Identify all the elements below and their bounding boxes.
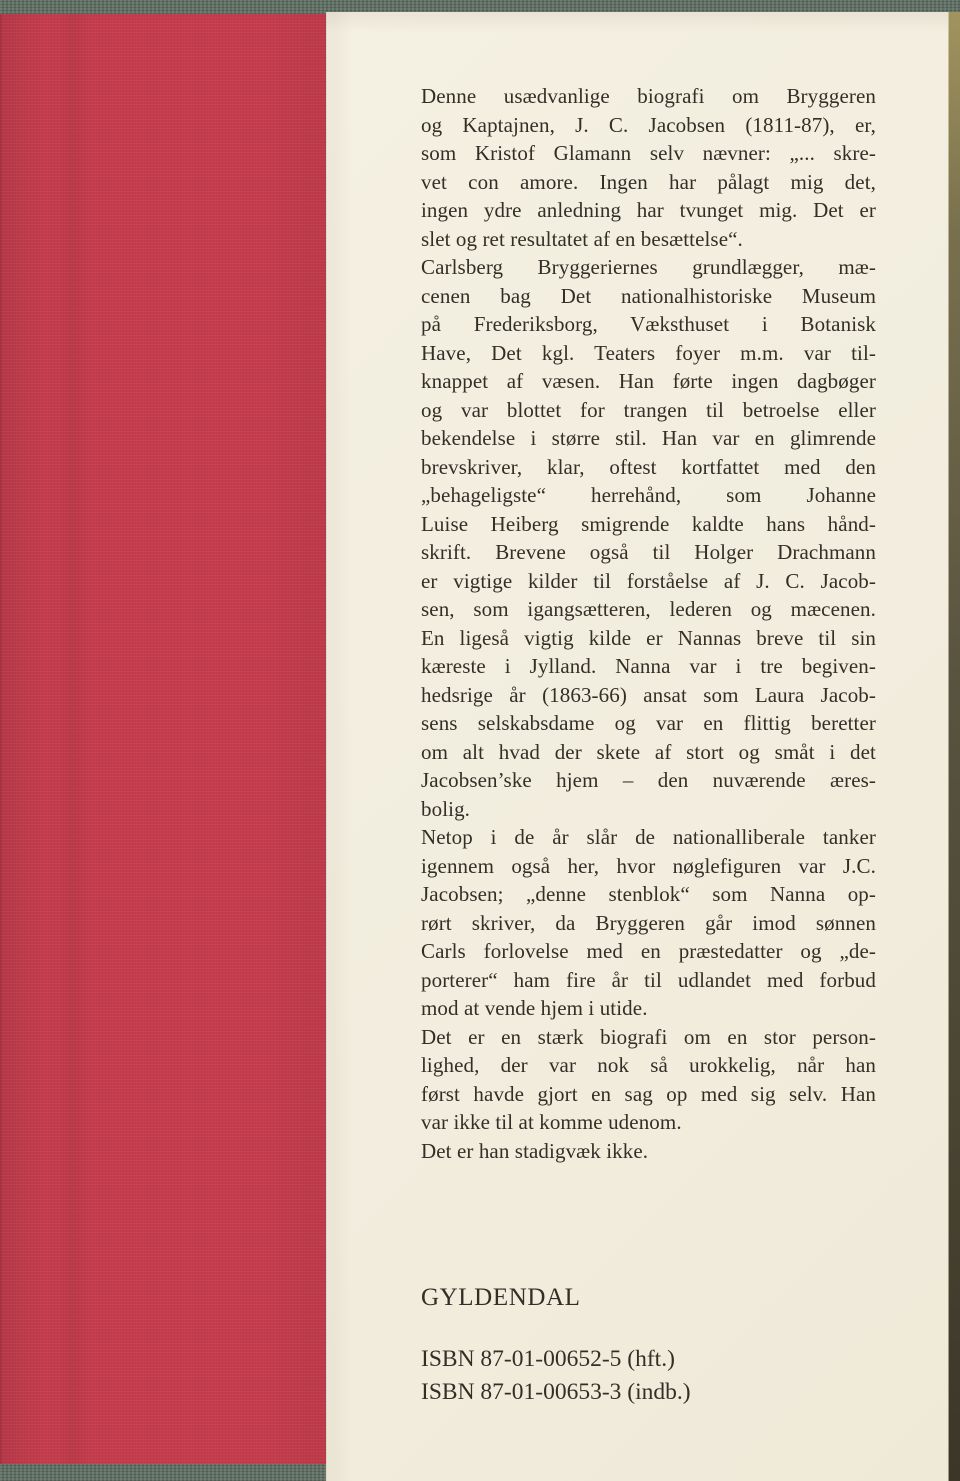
- blurb-line: Have, Det kgl. Teaters foyer m.m. var til-: [421, 340, 876, 365]
- blurb-line: igennem også her, hvor nøglefiguren var J.C.: [421, 853, 876, 878]
- blurb-line: lighed, der var nok så urokkelig, når han: [421, 1053, 876, 1077]
- blurb-line: og Kaptajnen, J. C. Jacobsen (1811-87), er,: [421, 112, 876, 137]
- isbn-hardback: ISBN 87-01-00653-3 (indb.): [421, 1379, 691, 1405]
- blurb-line: først havde gjort en sag op med sig selv. Han: [421, 1081, 876, 1106]
- isbn-paperback: ISBN 87-01-00652-5 (hft.): [421, 1346, 675, 1372]
- blurb-line: slet og ret resultatet af en besættelse“.: [421, 226, 743, 251]
- blurb-line: var ikke til at komme udenom.: [421, 1110, 682, 1134]
- blurb-line: brevskriver, klar, oftest kortfattet med den: [421, 454, 876, 479]
- blurb-line: cenen bag Det nationalhistoriske Museum: [421, 283, 876, 308]
- blurb-line: „behageligste“ herrehånd, som Johanne: [421, 483, 876, 507]
- blurb-line: porterer“ ham fire år til udlandet med forbud: [421, 967, 876, 992]
- blurb-line: mod at vende hjem i utide.: [421, 996, 648, 1020]
- blurb-text-block: [421, 82, 876, 1165]
- blurb-line: Luise Heiberg smigrende kaldte hans hånd-: [421, 511, 876, 536]
- blurb-line: skrift. Brevene også til Holger Drachmann: [421, 540, 876, 564]
- blurb-line: hedsrige år (1863-66) ansat som Laura Jacob-: [421, 682, 876, 707]
- dust-jacket-flap: [326, 12, 950, 1481]
- blurb-line: rørt skriver, da Bryggeren går imod sønnen: [421, 910, 876, 935]
- book-fore-edge: [948, 12, 960, 1481]
- publisher-name: GYLDENDAL: [421, 1284, 581, 1311]
- blurb-line: Denne usædvanlige biografi om Bryggeren: [421, 84, 876, 108]
- blurb-line: Det er han stadigvæk ikke.: [421, 1138, 649, 1163]
- blurb-line: sens selskabsdame og var en flittig beretter: [421, 711, 876, 735]
- blurb-line: som Kristof Glamann selv nævner: „... skre-: [421, 141, 876, 165]
- blurb-line: kæreste i Jylland. Nanna var i tre begiven-: [421, 654, 876, 678]
- isbn-block: [421, 1343, 691, 1409]
- blurb-line: bolig.: [421, 796, 471, 821]
- blurb-line: Jacobsen; „denne stenblok“ som Nanna op-: [421, 882, 876, 906]
- blurb-line: Jacobsen’ske hjem – den nuværende æres-: [421, 768, 876, 792]
- blurb-line: Det er en stærk biografi om en stor person-: [421, 1024, 876, 1049]
- blurb-line: knappet af væsen. Han førte ingen dagbøger: [421, 369, 876, 393]
- blurb-line: på Frederiksborg, Væksthuset i Botanisk: [421, 312, 876, 336]
- blurb-line: er vigtige kilder til forståelse af J. C. Jacob-: [421, 568, 876, 593]
- blurb-line: Carls forlovelse med en præstedatter og „de-: [421, 939, 876, 963]
- blurb-line: ingen ydre anledning har tvunget mig. Det er: [421, 198, 876, 222]
- blurb-line: og var blottet for trangen til betroelse eller: [421, 397, 876, 422]
- blurb-line: om alt hvad der skete af stort og småt i det: [421, 739, 876, 764]
- blurb-line: En ligeså vigtig kilde er Nannas breve til sin: [421, 625, 876, 650]
- blurb-line: Netop i de år slår de nationalliberale tanker: [421, 825, 876, 849]
- blurb-line: Carlsberg Bryggeriernes grundlægger, mæ-: [421, 255, 876, 279]
- blurb-line: bekendelse i større stil. Han var en glimrende: [421, 426, 876, 450]
- red-cloth-cover: [0, 14, 326, 1464]
- blurb-line: sen, som igangsætteren, lederen og mæcenen.: [421, 597, 876, 621]
- blurb-line: vet con amore. Ingen har pålagt mig det,: [421, 169, 876, 194]
- cover-board-bottom-edge: [0, 1464, 326, 1481]
